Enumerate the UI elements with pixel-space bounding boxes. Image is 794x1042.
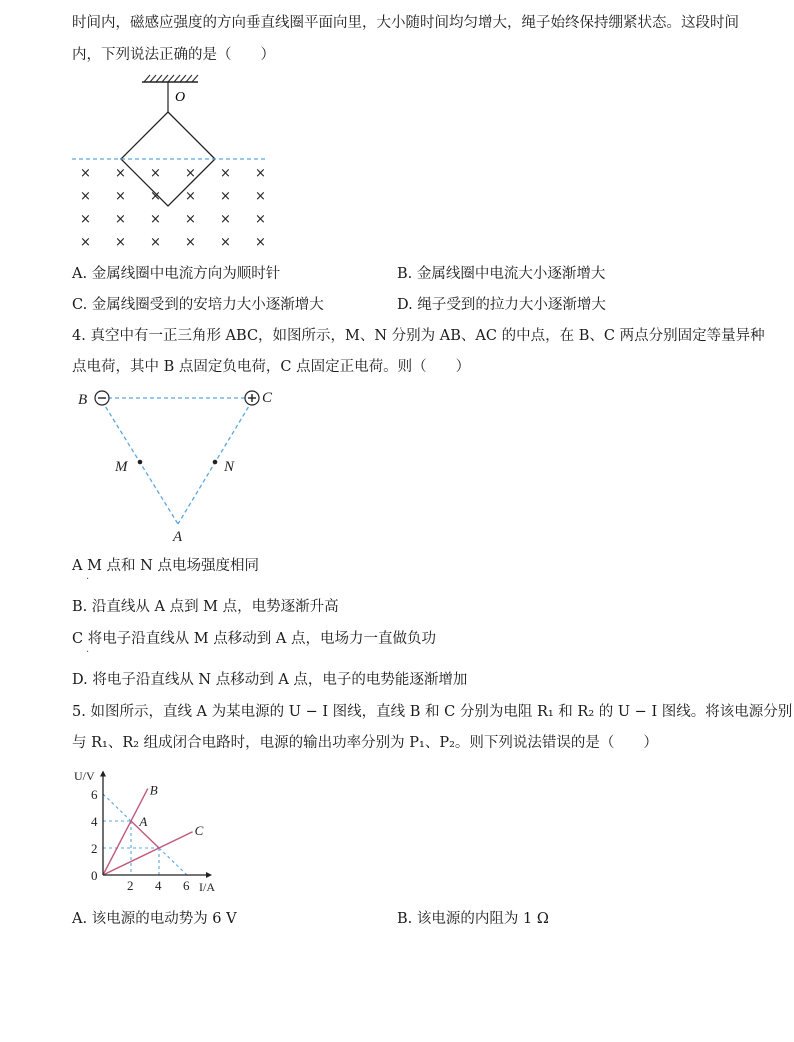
- series-b-label: B: [149, 782, 158, 798]
- x-axis-label: I/A: [199, 880, 215, 894]
- x-tick-label: 2: [127, 878, 134, 893]
- q5-stem-line-2: 与 R₁、R₂ 组成闭合电路时，电源的输出功率分别为 P₁、P₂。则下列说法错误的是（ ）: [72, 735, 658, 751]
- label-a: A: [173, 529, 183, 543]
- svg-text:×: ×: [150, 212, 161, 227]
- ceiling-hatch: [144, 75, 198, 82]
- series-b-line: [103, 789, 148, 875]
- label-m: M: [115, 459, 128, 475]
- svg-text:×: ×: [220, 166, 231, 181]
- intro-line-2: 内，下列说法正确的是（ ）: [72, 47, 275, 63]
- pivot-label: O: [175, 90, 186, 105]
- q5-option-a: A. 该电源的电动势为 6 V: [72, 911, 237, 927]
- y-axis-arrow-icon: [100, 771, 106, 777]
- q3-option-b: B. 金属线圈中电流大小逐渐增大: [397, 266, 606, 282]
- svg-text:×: ×: [185, 189, 196, 204]
- y-tick-label: 6: [91, 787, 98, 802]
- chart-series: [103, 789, 193, 875]
- q4-option-c: C 将电子沿直线从 M 点移动到 A 点，电场力一直做负功: [72, 631, 436, 647]
- ui-chart: [70, 764, 240, 894]
- svg-text:×: ×: [185, 166, 196, 181]
- x-axis-arrow-icon: [206, 872, 212, 878]
- svg-text:×: ×: [220, 212, 231, 227]
- origin-label: 0: [91, 868, 98, 883]
- series-c-label: C: [194, 822, 204, 838]
- series-a-dashed-upper: [103, 794, 131, 821]
- svg-text:×: ×: [255, 212, 266, 227]
- q4-stem-line-2: 点电荷，其中 B 点固定负电荷，C 点固定正电荷。则（ ）: [72, 359, 471, 375]
- svg-text:×: ×: [150, 235, 161, 250]
- svg-text:×: ×: [255, 189, 266, 204]
- svg-text:×: ×: [115, 235, 126, 250]
- field-crosses: [80, 166, 266, 250]
- intro-line-1: 时间内，磁感应强度的方向垂直线圈平面向里，大小随时间均匀增大，绳子始终保持绷紧状态。这段时间: [72, 15, 739, 31]
- q3-option-c: C. 金属线圈受到的安培力大小逐渐增大: [72, 297, 324, 313]
- label-n: N: [224, 459, 235, 475]
- triangle-charges-figure: [70, 383, 290, 543]
- svg-text:×: ×: [115, 189, 126, 204]
- q5-stem-line-1: 5. 如图所示，直线 A 为某电源的 U − I 图线，直线 B 和 C 分别为电阻 R₁ 和 R₂ 的 U − I 图线。将该电源分别: [72, 704, 793, 720]
- series-a-label: A: [139, 814, 148, 830]
- point-n: [213, 460, 218, 465]
- svg-text:×: ×: [185, 212, 196, 227]
- q4-stem-line-1: 4. 真空中有一正三角形 ABC，如图所示，M、N 分别为 AB、AC 的中点，在 B、C 两点分别固定等量异种: [72, 328, 765, 344]
- x-tick-label: 4: [155, 878, 162, 893]
- svg-text:×: ×: [80, 212, 91, 227]
- svg-text:×: ×: [185, 235, 196, 250]
- svg-text:×: ×: [115, 166, 126, 181]
- series-c-line: [103, 832, 193, 875]
- svg-text:×: ×: [80, 189, 91, 204]
- loop-field-figure: [70, 72, 270, 257]
- svg-text:×: ×: [220, 235, 231, 250]
- q3-option-d: D. 绳子受到的拉力大小逐渐增大: [397, 297, 606, 313]
- q4-option-d: D. 将电子沿直线从 N 点移动到 A 点，电子的电势能逐渐增加: [72, 672, 468, 688]
- q5-option-b: B. 该电源的内阻为 1 Ω: [397, 911, 549, 927]
- y-axis-label: U/V: [74, 769, 95, 783]
- label-b: B: [78, 392, 88, 408]
- series-a-dashed-lower: [159, 848, 187, 875]
- svg-text:×: ×: [80, 166, 91, 181]
- q4-option-a: A M 点和 N 点电场强度相同: [72, 558, 259, 574]
- svg-text:×: ×: [150, 189, 161, 204]
- svg-text:×: ×: [80, 235, 91, 250]
- svg-text:×: ×: [255, 235, 266, 250]
- svg-text:×: ×: [220, 189, 231, 204]
- q3-option-a: A. 金属线圈中电流方向为顺时针: [72, 266, 281, 282]
- y-tick-label: 4: [91, 814, 98, 829]
- y-tick-label: 2: [91, 841, 98, 856]
- point-m: [138, 460, 143, 465]
- x-tick-label: 6: [183, 878, 190, 893]
- svg-text:×: ×: [150, 166, 161, 181]
- svg-text:×: ×: [115, 212, 126, 227]
- q4-option-b: B. 沿直线从 A 点到 M 点，电势逐渐升高: [72, 599, 339, 615]
- svg-text:×: ×: [255, 166, 266, 181]
- label-c: C: [262, 390, 273, 406]
